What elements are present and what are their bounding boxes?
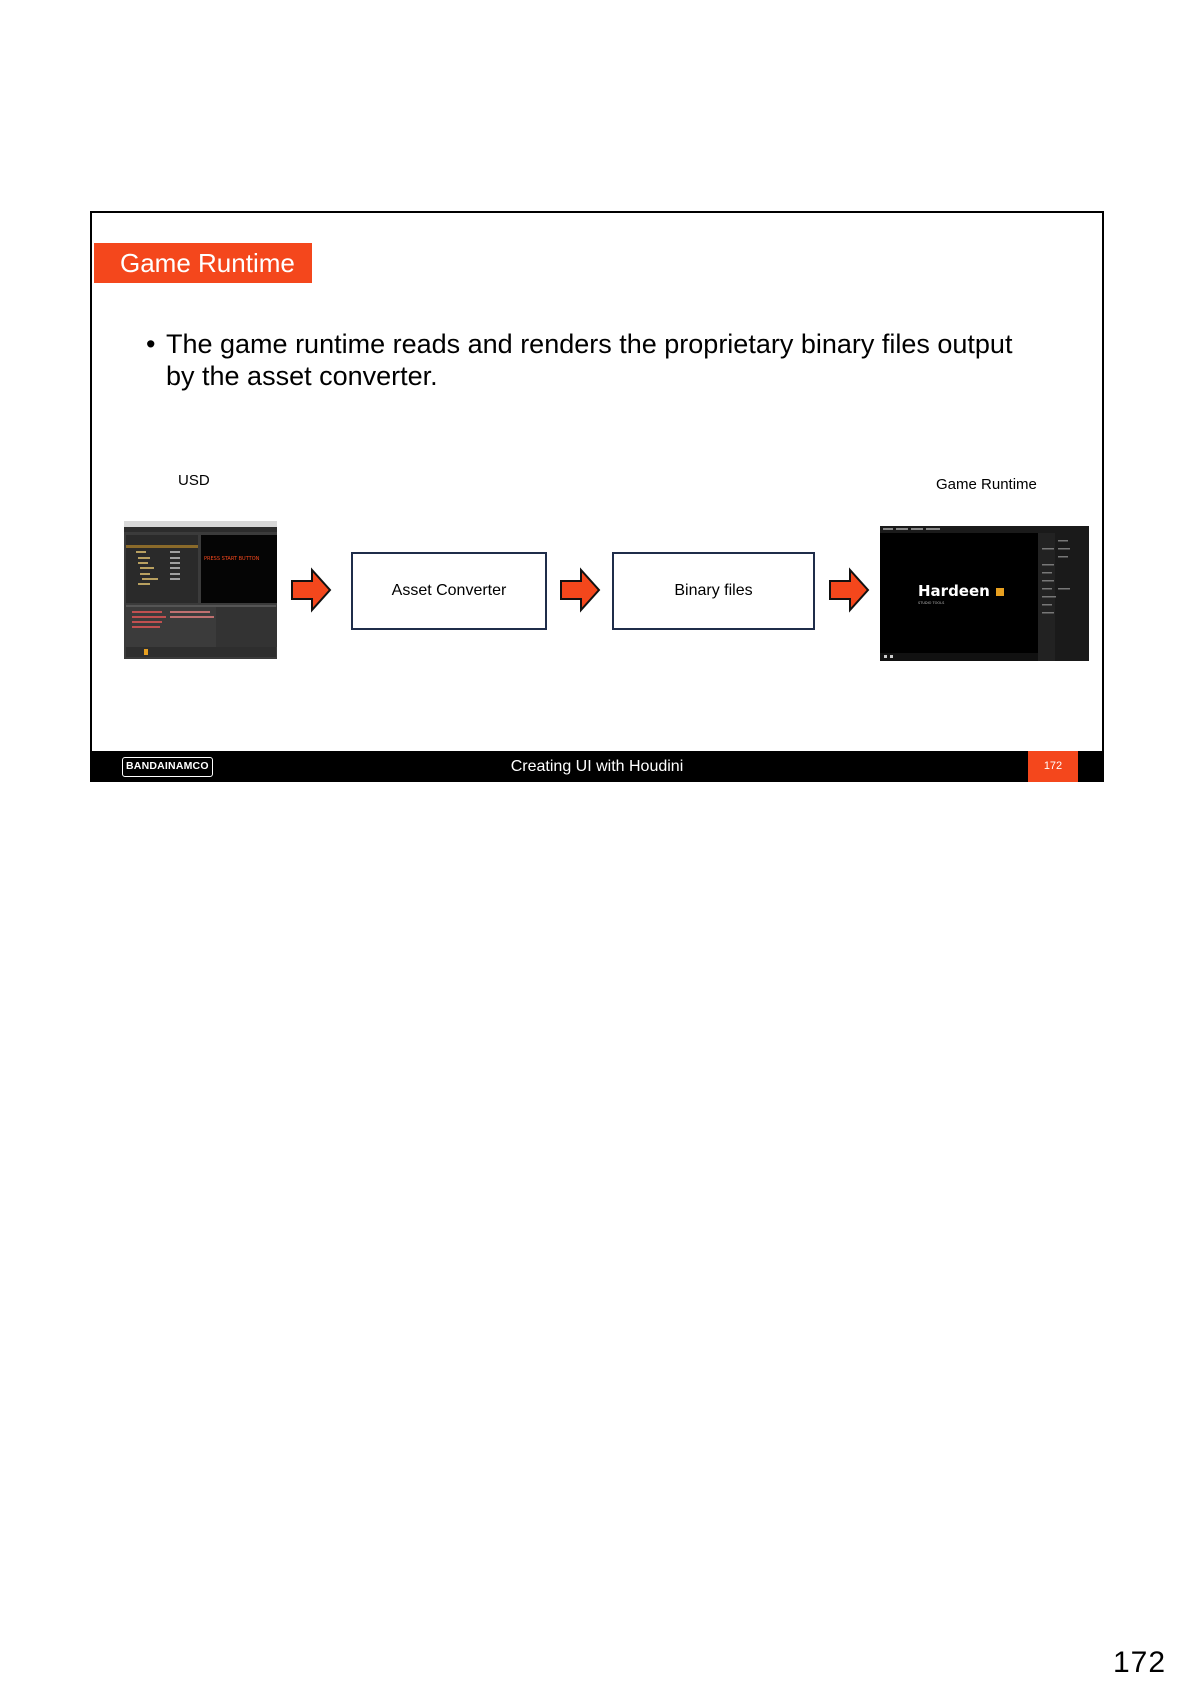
runtime-logo-text: Hardeen: [918, 582, 990, 600]
bullet-text: The game runtime reads and renders the proprietary binary files output by the asset converter.: [166, 329, 1013, 391]
binary-files-box: [612, 552, 815, 630]
usd-label: USD: [178, 472, 210, 489]
game-runtime-image: [880, 526, 1089, 661]
asset-converter-box: [351, 552, 547, 630]
arrow-right-icon: [828, 567, 870, 613]
bandai-namco-logo: BANDAINAMCO: [122, 757, 213, 777]
page-number: 172: [1113, 1646, 1167, 1679]
game-runtime-screenshot: [880, 526, 1089, 661]
slide-footer: [92, 751, 1102, 782]
asset-converter-label: Asset Converter: [391, 582, 507, 599]
game-runtime-label: Game Runtime: [936, 476, 1037, 493]
usd-editor-image: [124, 521, 277, 659]
arrow-right-icon: [290, 567, 332, 613]
runtime-logo-subtext: STUDIO TOOLS: [918, 601, 945, 605]
slide-title: Game Runtime: [94, 243, 312, 283]
binary-files-label: Binary files: [674, 582, 753, 599]
arrow-right-icon: [559, 567, 601, 613]
usd-screenshot: [124, 521, 277, 659]
slide: [90, 211, 1104, 782]
usd-screenshot-caption: PRESS START BUTTON: [204, 556, 260, 562]
footer-title: Creating UI with Houdini: [510, 758, 684, 775]
footer-page-number: 172: [1028, 751, 1078, 782]
bullet-marker: •: [146, 329, 156, 359]
